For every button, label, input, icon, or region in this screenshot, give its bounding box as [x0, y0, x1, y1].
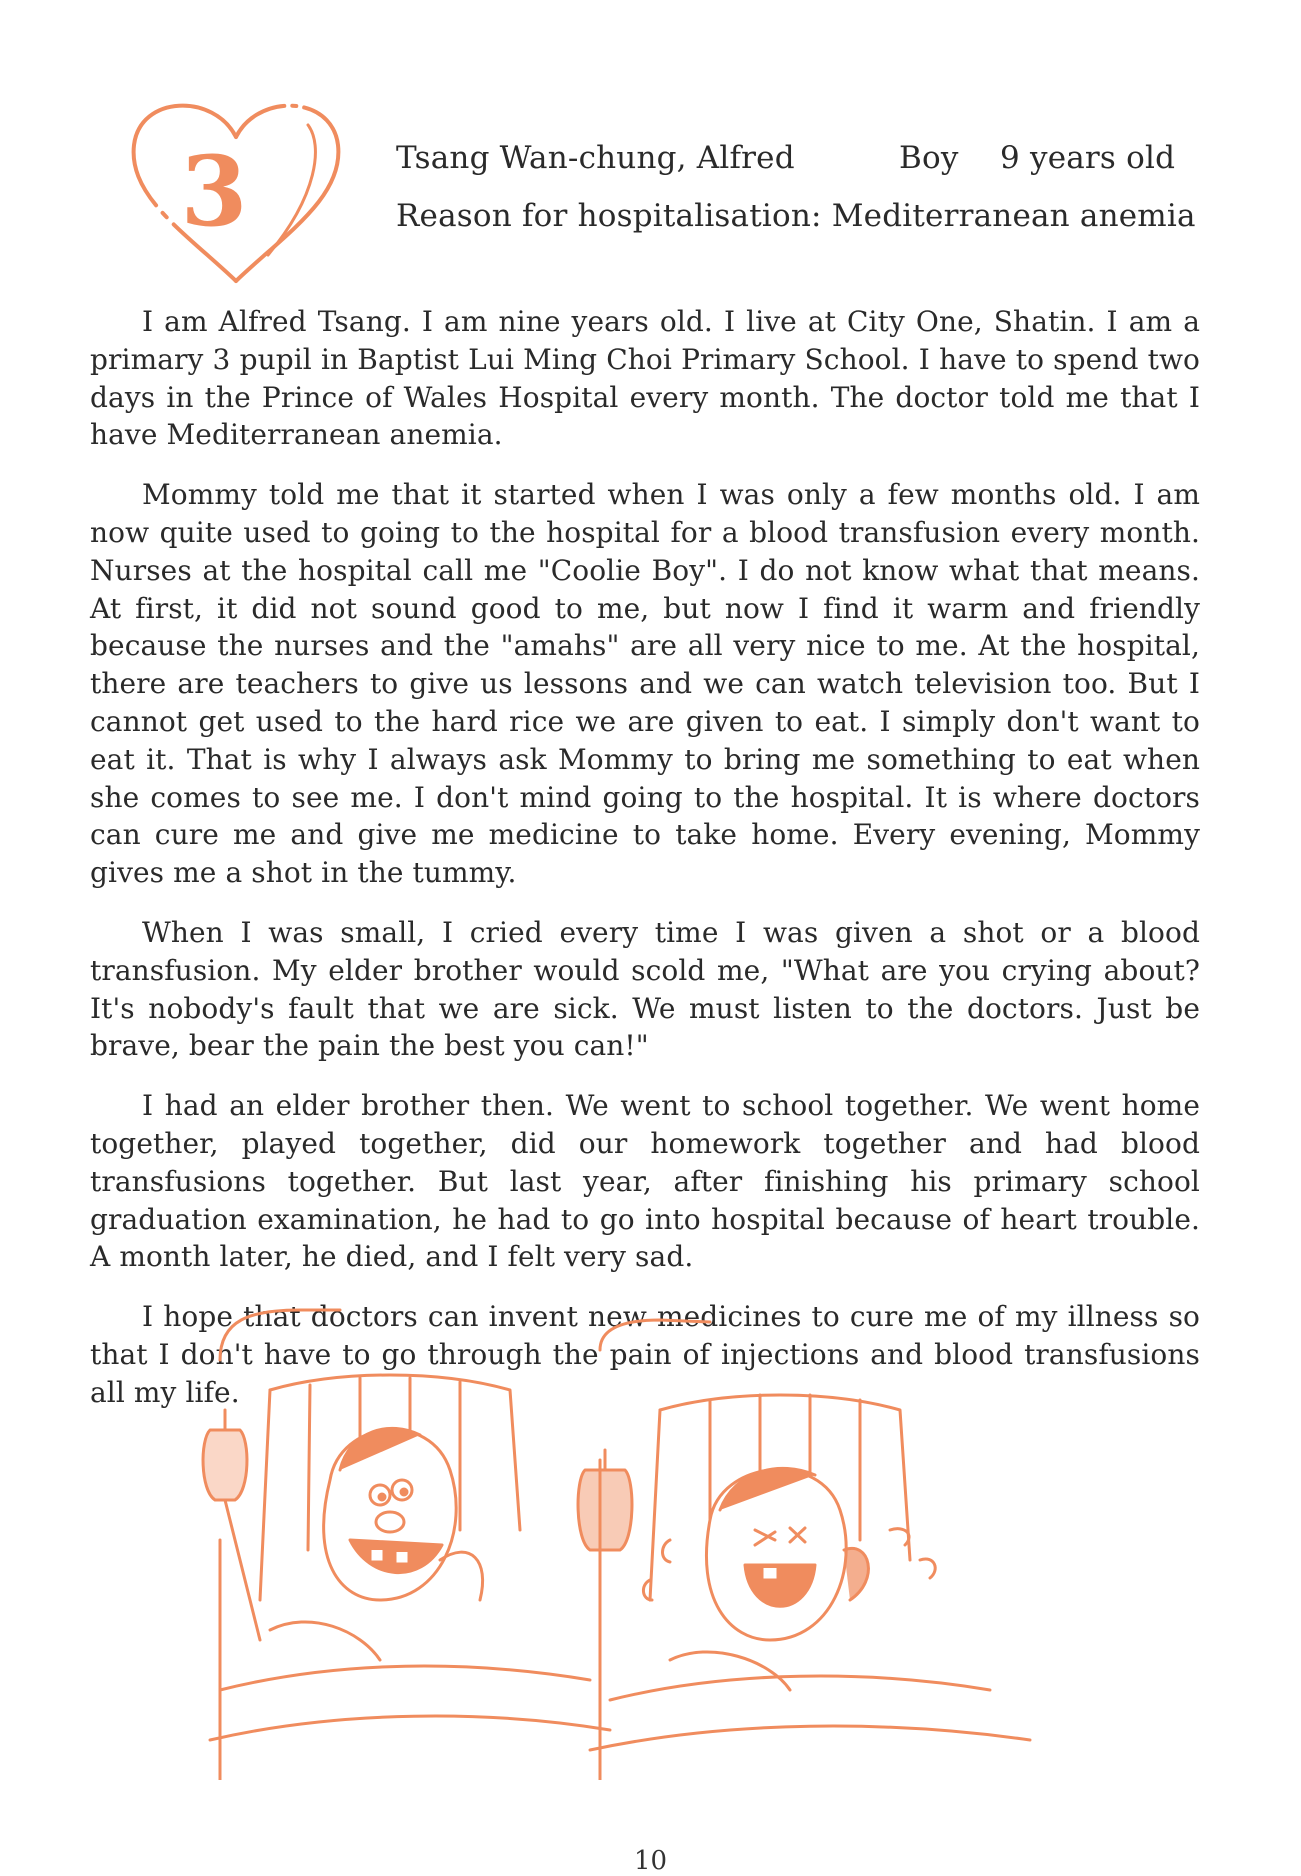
- header-row-reason: [396, 196, 1196, 254]
- crying-boy-icon: [643, 1468, 935, 1690]
- story-paragraph: I hope that doctors can invent new medicines to cure me of my illness so that I don't have to go through the pain of injections and blood transfusions all my life.: [90, 1300, 1200, 1409]
- heart-icon: [118, 85, 354, 291]
- page-number: 10: [633, 1846, 668, 1876]
- story-paragraph: Mommy told me that it started when I was only a few months old. I am now quite used to going to the hospital for a blood transfusion every month. Nurses at the hospital call me "Coolie Boy". I do not know what that means. At first, it did not sound good to me, but now I find it warm and friendly because the nurses and the "amahs" are all very nice to me. At the hospital, there are teachers to give us lessons and we can watch television too. But I cannot get used to the hard rice we are given to eat. I simply don't want to eat it. That is why I always ask Mommy to bring me something to eat when she comes to see me. I don't mind going to the hospital. It is where doctors can cure me and give me medicine to take home. Every evening, Mommy gives me a shot in the tummy.: [90, 478, 1200, 890]
- child-age: 9 years old: [1000, 140, 1176, 176]
- iv-drip-icon: [578, 1320, 710, 1780]
- child-gender: Boy: [899, 140, 959, 176]
- header-row-identity: [396, 138, 1196, 196]
- smiling-boy-icon: [270, 1428, 483, 1660]
- heart-number-badge: [118, 85, 354, 291]
- story-paragraph: I had an elder brother then. We went to school together. We went home together, played together, did our homework together and had blood transfusions together. But last year, after finishing his primary school graduation examination, he had to go into hospital because of heart trouble. A month later, he died, and I felt very sad.: [90, 1089, 1200, 1274]
- story-paragraph: When I was small, I cried every time I was given a shot or a blood transfusion. My elder brother would scold me, "What are you crying about? It's nobody's fault that we are sick. We must listen to the doctors. Just be brave, bear the pain the best you can!": [90, 915, 1200, 1063]
- child-info-header: [396, 138, 1196, 254]
- hospitalisation-reason: Reason for hospitalisation: Mediterranean anemia: [396, 198, 1196, 234]
- story-paragraph: I am Alfred Tsang. I am nine years old. I live at City One, Shatin. I am a primary 3 pupil in Baptist Lui Ming Choi Primary School. I have to spend two days in the Prince of Wales Hospital every month. The doctor told me that I have Mediterranean anemia.: [90, 305, 1200, 452]
- hospital-beds-illustration: [190, 1300, 1070, 1780]
- child-name: Tsang Wan-chung, Alfred: [396, 140, 795, 176]
- story-body: [90, 303, 1200, 1434]
- badge-number: 3: [180, 135, 248, 248]
